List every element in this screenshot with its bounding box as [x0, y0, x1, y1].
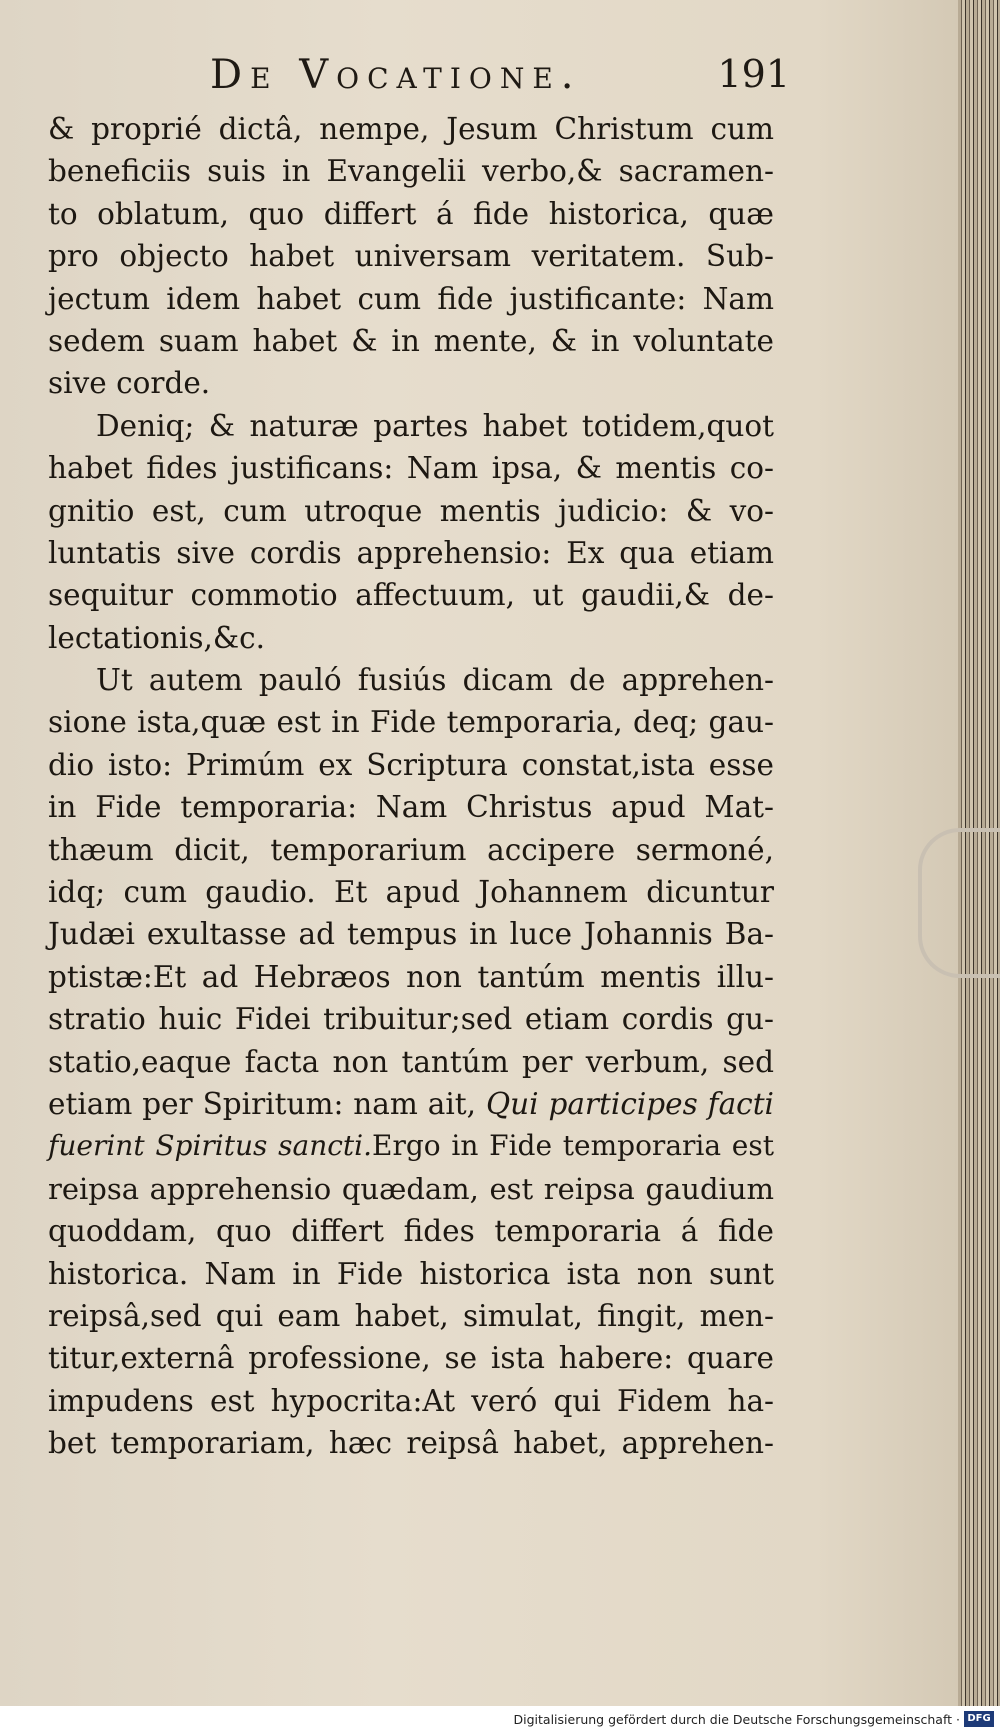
text-line: luntatis sive cordis apprehensio: Ex qua etiam [48, 535, 774, 570]
text-line: quoddam, quo differt fides temporaria á fide [48, 1214, 774, 1249]
text-line [48, 1083, 774, 1125]
text-line: gnitio est, cum utroque mentis judicio: & vo- [48, 493, 774, 528]
page-header [210, 52, 790, 112]
text-segment: Ergo in Fide temporaria est [372, 1129, 774, 1163]
text-line: Judæi exultasse ad tempus in luce Johannis Ba- [48, 917, 774, 952]
text-line: pro objecto habet universam veritatem. Sub- [48, 239, 774, 274]
text-line: thæum dicit, temporarium accipere sermoné, [48, 832, 774, 867]
text-line: titur,externâ professione, se ista habere: quare [48, 1341, 774, 1376]
body-text [48, 108, 774, 1465]
text-line: Deniq; & naturæ partes habet totidem,quot [96, 408, 774, 443]
text-line: reipsâ,sed qui eam habet, simulat, fingit, men- [48, 1298, 774, 1333]
text-line: beneficiis suis in Evangelii verbo,& sacramen- [48, 154, 774, 189]
text-segment: etiam per Spiritum: nam ait, [48, 1086, 477, 1121]
text-line: Ut autem pauló fusiús dicam de apprehen- [96, 663, 774, 698]
text-line: dio isto: Primúm ex Scriptura constat,ista esse [48, 747, 774, 782]
text-line: stratio huic Fidei tribuitur;sed etiam cordis gu- [48, 1002, 774, 1037]
running-title: De Vocatione. [210, 52, 582, 98]
italic-quote: Qui participes facti [485, 1086, 774, 1121]
text-line: lectationis,&c. [48, 620, 266, 655]
page-number: 191 [717, 52, 790, 96]
dfg-logo-icon: DFG [964, 1711, 994, 1727]
text-line: habet fides justificans: Nam ipsa, & mentis co- [48, 451, 774, 486]
text-line: sive corde. [48, 366, 211, 401]
text-line: sione ista,quæ est in Fide temporaria, deq; gau- [48, 705, 774, 740]
italic-quote: fuerint Spiritus sancti. [48, 1129, 373, 1163]
funding-credit: Digitalisierung gefördert durch die Deutsche Forschungsgemeinschaft · [513, 1712, 960, 1727]
text-line: idq; cum gaudio. Et apud Johannem dicuntur [48, 875, 774, 910]
text-line: ptistæ:Et ad Hebræos non tantúm mentis illu- [48, 959, 774, 994]
digitization-footer [0, 1706, 1000, 1733]
text-line: sequitur commotio affectuum, ut gaudii,& de- [48, 578, 774, 613]
text-line: reipsa apprehensio quædam, est reipsa gaudium [48, 1171, 774, 1206]
text-line: sedem suam habet & in mente, & in voluntate [48, 323, 774, 358]
text-line: in Fide temporaria: Nam Christus apud Mat- [48, 790, 774, 825]
text-line: jectum idem habet cum fide justificante: Nam [48, 281, 774, 316]
text-line: historica. Nam in Fide historica ista non sunt [48, 1256, 774, 1291]
text-line: & proprié dictâ, nempe, Jesum Christum cum [48, 112, 774, 146]
book-clasp [918, 828, 1000, 978]
text-line: impudens est hypocrita:At veró qui Fidem ha- [48, 1383, 774, 1418]
text-line [48, 1125, 774, 1167]
text-line: bet temporariam, hæc reipsâ habet, apprehen- [48, 1426, 774, 1461]
text-line: to oblatum, quo differt á fide historica, quæ [48, 196, 774, 231]
text-line: statio,eaque facta non tantúm per verbum, sed [48, 1044, 774, 1079]
